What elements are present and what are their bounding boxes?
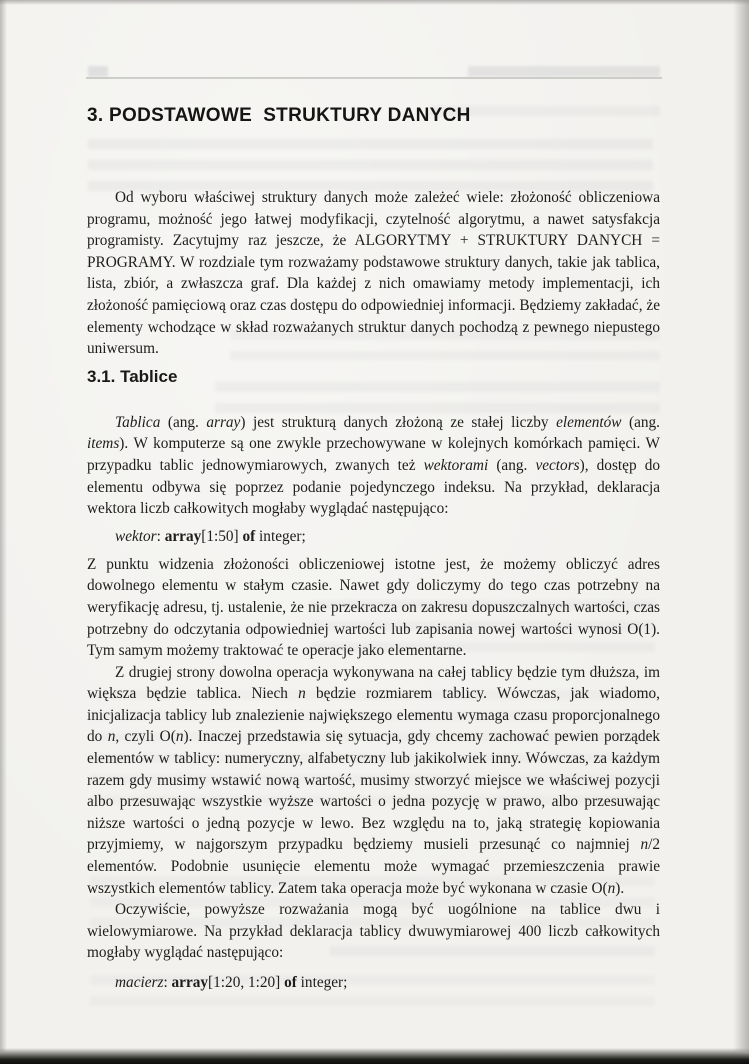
paragraph-zlozonosc-obliczeniowa: Z punktu widzenia złożoności obliczeniowej istotne jest, że możemy obliczyć adres dowolnego elementu w stałym czasie. Nawet gdy doliczymy do tego czas potrzebny na weryfikację adresu, tj. ustalenie, że nie przekracza on zakresu dopuszczalnych wartości, czas potrzebny do odczytania odpowiedniej wartości lub zapisania nowej wartości wynosi O(1). Tym samym możemy traktować te operacje jako elementarne. (87, 555, 660, 660)
paragraph-intro: Od wyboru właściwej struktury danych może zależeć wiele: złożoność obliczeniowa programu, możność jego łatwej modyfikacji, czytelność algorytmu, a nawet satysfakcja programisty. Zacytujmy raz jeszcze, że ALGORYTMY + STRUKTURY DANYCH = PROGRAMY. W rozdziale tym rozważamy podstawowe struktury danych, takie jak tablica, lista, zbiór, a zwłaszcza graf. Dla każdej z nich omawiamy metody implementacji, ich złożoność pamięciową oraz czas dostępu do odpowiedniej informacji. Będziemy zakładać, że elementy wchodzące w skład rozważanych struktur danych pochodzą z pewnego niepustego uniwersum. (87, 189, 660, 358)
scan-edge-left (0, 0, 7, 1064)
page-text-block (87, 103, 660, 1000)
section-heading-tablice: 3.1. Tablice (87, 366, 178, 386)
code-declaration-wektor: wektor: array[1:50] of integer; (115, 527, 306, 545)
scan-edge-right (733, 0, 749, 1064)
scan-edge-bottom (0, 1048, 749, 1064)
chapter-title: 3. PODSTAWOWE STRUKTURY DANYCH (87, 105, 471, 126)
scan-edge-top (0, 0, 749, 5)
paragraph-tablice-wielowymiarowe: Oczywiście, powyższe rozważania mogą być uogólnione na tablice dwu i wielowymiarowe. Na przykład deklaracja tablicy dwuwymiarowej 400 liczb całkowitych mogłaby wyglądać następująco: (87, 901, 660, 962)
header-title-bleedthrough (468, 66, 660, 77)
header-page-number-bleedthrough (88, 66, 108, 77)
header-rule-bleedthrough (86, 77, 662, 79)
paragraph-tablica-definition: Tablica (ang. array) jest strukturą danych złożoną ze stałej liczby elementów (ang. items). W komputerze są one zwykle przechowywane w kolejnych komórkach pamięci. W przypadku tablic jednowymiarowych, zwanych też wektorami (ang. vectors), dostęp do elementu odbywa się poprzez podanie pojedynczego indeksu. Na przykład, deklaracja wektora liczb całkowitych mogłaby wyglądać następująco: (87, 413, 660, 518)
paragraph-operacje-na-tablicy: Z drugiej strony dowolna operacja wykonywana na całej tablicy będzie tym dłuższa, im większa będzie tablica. Niech n będzie rozmiarem tablicy. Wówczas, jak wiadomo, inicjalizacja tablicy lub znalezienie największego elementu wymaga czasu proporcjonalnego do n, czyli O(n). Inaczej przedstawia się sytuacja, gdy chcemy zachować pewien porządek elementów w tablicy: numeryczny, alfabetyczny lub jakikolwiek inny. Wówczas, za każdym razem gdy musimy wstawić nową wartość, musimy stworzyć miejsce we właściwej pozycji albo przesuwając wszystkie wyższe wartości o jedna pozycję w prawo, albo przesuwając niższe wartości o jedną pozycje w lewo. Bez względu na to, jaką strategię kopiowania przyjmiemy, w najgorszym przypadku będziemy musieli przesunąć co najmniej n/2 elementów. Podobnie usunięcie elementu może wymagać przemieszczenia prawie wszystkich elementów tablicy. Zatem taka operacja może być wykonana w czasie O(n). (87, 663, 661, 897)
code-declaration-macierz: macierz: array[1:20, 1:20] of integer; (115, 974, 348, 991)
